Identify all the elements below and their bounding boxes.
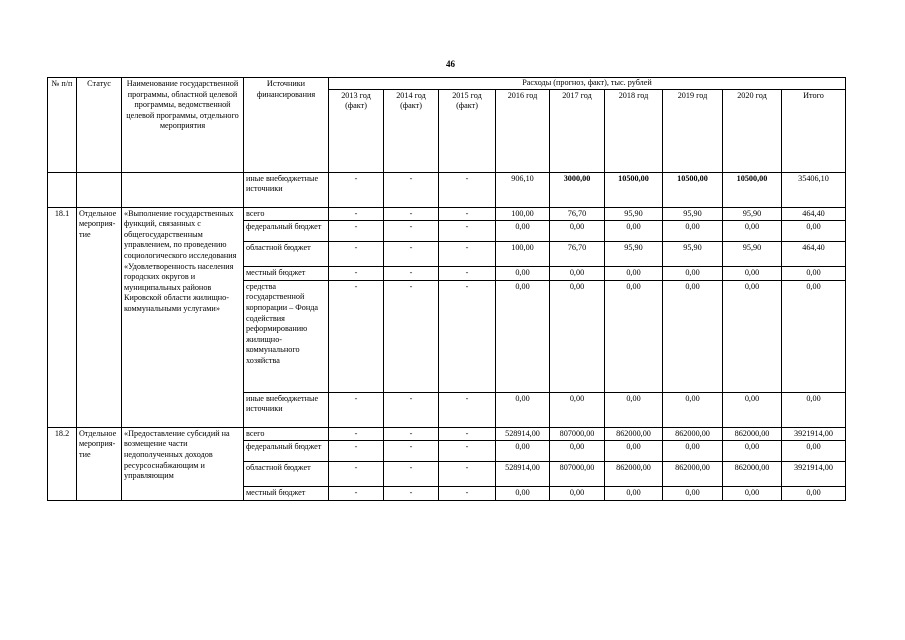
value-cell: 0,00 [723, 392, 782, 427]
value-cell: - [384, 427, 439, 441]
header-sources: Источники финансирования [244, 78, 329, 173]
header-year-2016: 2016 год [496, 89, 550, 172]
value-cell: 0,00 [605, 280, 663, 392]
source-cell: иные внебюджетные источники [244, 392, 329, 427]
value-cell: - [384, 392, 439, 427]
value-cell: 862000,00 [723, 427, 782, 441]
row-status: Отдельное мероприя-тие [77, 427, 122, 500]
value-cell: 0,00 [782, 487, 846, 501]
value-cell: 0,00 [550, 221, 605, 242]
value-cell: 0,00 [550, 392, 605, 427]
value-cell: 0,00 [782, 392, 846, 427]
value-cell: 0,00 [496, 487, 550, 501]
value-cell: - [384, 172, 439, 207]
value-cell: - [439, 487, 496, 501]
table-row [48, 427, 846, 441]
value-cell: - [439, 221, 496, 242]
value-cell: 0,00 [663, 487, 723, 501]
value-cell: 0,00 [496, 392, 550, 427]
value-cell: 862000,00 [723, 462, 782, 487]
value-cell: - [329, 280, 384, 392]
source-cell: всего [244, 427, 329, 441]
source-cell: иные внебюджетные источники [244, 172, 329, 207]
row-name: «Предоставление субсидий на возмещение части недополученных доходов ресурсоснабжающим и управляющим [122, 427, 244, 500]
value-cell: 0,00 [723, 487, 782, 501]
value-cell: 0,00 [496, 280, 550, 392]
source-cell: федеральный бюджет [244, 441, 329, 462]
value-cell: 906,10 [496, 172, 550, 207]
value-cell: 0,00 [663, 392, 723, 427]
header-year-2013: 2013 год (факт) [329, 89, 384, 172]
header-year-2017: 2017 год [550, 89, 605, 172]
header-year-2018: 2018 год [605, 89, 663, 172]
value-cell: 862000,00 [663, 462, 723, 487]
value-cell: 95,90 [605, 242, 663, 267]
value-cell: 862000,00 [605, 427, 663, 441]
value-cell: 10500,00 [605, 172, 663, 207]
value-cell: 0,00 [723, 441, 782, 462]
value-cell: 0,00 [605, 267, 663, 281]
header-expenses: Расходы (прогноз, факт), тыс. рублей [329, 78, 846, 90]
value-cell: 0,00 [782, 441, 846, 462]
value-cell: - [439, 172, 496, 207]
value-cell: - [439, 441, 496, 462]
value-cell: 95,90 [723, 242, 782, 267]
value-cell: - [384, 221, 439, 242]
value-cell: 0,00 [782, 221, 846, 242]
value-cell: 0,00 [663, 441, 723, 462]
source-cell: областной бюджет [244, 242, 329, 267]
value-cell: 95,90 [663, 242, 723, 267]
value-cell: - [329, 242, 384, 267]
value-cell: - [439, 427, 496, 441]
header-num: № п/п [48, 78, 77, 173]
table-row [48, 207, 846, 221]
value-cell: - [384, 280, 439, 392]
source-cell: местный бюджет [244, 267, 329, 281]
value-cell: 0,00 [496, 441, 550, 462]
value-cell: 464,40 [782, 242, 846, 267]
value-cell: - [384, 487, 439, 501]
value-cell: - [329, 487, 384, 501]
value-cell: 95,90 [723, 207, 782, 221]
value-cell: 3000,00 [550, 172, 605, 207]
value-cell: 0,00 [782, 267, 846, 281]
source-cell: местный бюджет [244, 487, 329, 501]
value-cell: 0,00 [723, 267, 782, 281]
value-cell: - [439, 267, 496, 281]
value-cell: - [329, 462, 384, 487]
value-cell: 0,00 [605, 221, 663, 242]
header-total: Итого [782, 89, 846, 172]
page-number: 46 [446, 59, 455, 69]
value-cell: 0,00 [782, 280, 846, 392]
table-row [48, 172, 846, 207]
empty-cell [77, 172, 122, 207]
source-cell: всего [244, 207, 329, 221]
row-status: Отдельное мероприя-тие [77, 207, 122, 427]
empty-cell [48, 172, 77, 207]
expenses-table [47, 77, 846, 501]
row-number: 18.2 [48, 427, 77, 500]
value-cell: 100,00 [496, 242, 550, 267]
header-name: Наименование государственной программы, областной целевой программы, ведомственной целевой программы, отдельного мероприятия [122, 78, 244, 173]
value-cell: - [439, 392, 496, 427]
value-cell: - [384, 267, 439, 281]
value-cell: 0,00 [663, 267, 723, 281]
value-cell: - [384, 207, 439, 221]
value-cell: - [439, 280, 496, 392]
value-cell: - [329, 441, 384, 462]
header-year-2015: 2015 год (факт) [439, 89, 496, 172]
value-cell: 0,00 [550, 267, 605, 281]
source-cell: средства государственной корпорации – Фонда содействия реформированию жилищно-коммунального хозяйства [244, 280, 329, 392]
value-cell: - [329, 267, 384, 281]
row-number: 18.1 [48, 207, 77, 427]
value-cell: - [329, 427, 384, 441]
value-cell: 862000,00 [663, 427, 723, 441]
value-cell: 464,40 [782, 207, 846, 221]
value-cell: 862000,00 [605, 462, 663, 487]
value-cell: 0,00 [723, 280, 782, 392]
value-cell: - [329, 207, 384, 221]
value-cell: - [329, 172, 384, 207]
row-name: «Выполнение государственных функций, связанных с общегосударственным управлением, по проведению социологического исследования «Удовлетворенность населения городских округов и муниципальных районов Кировской области жилищно-коммунальными услугами» [122, 207, 244, 427]
value-cell: - [439, 242, 496, 267]
value-cell: 35406,10 [782, 172, 846, 207]
value-cell: - [384, 462, 439, 487]
value-cell: 0,00 [605, 392, 663, 427]
value-cell: 95,90 [605, 207, 663, 221]
header-year-2020: 2020 год [723, 89, 782, 172]
value-cell: 0,00 [605, 441, 663, 462]
value-cell: 76,70 [550, 242, 605, 267]
value-cell: 807000,00 [550, 427, 605, 441]
value-cell: 3921914,00 [782, 427, 846, 441]
value-cell: 528914,00 [496, 462, 550, 487]
value-cell: - [439, 207, 496, 221]
value-cell: 3921914,00 [782, 462, 846, 487]
value-cell: 10500,00 [723, 172, 782, 207]
value-cell: - [384, 441, 439, 462]
empty-cell [122, 172, 244, 207]
value-cell: 95,90 [663, 207, 723, 221]
source-cell: федеральный бюджет [244, 221, 329, 242]
value-cell: 0,00 [550, 280, 605, 392]
value-cell: 0,00 [550, 441, 605, 462]
value-cell: 0,00 [663, 221, 723, 242]
value-cell: - [439, 462, 496, 487]
source-cell: областной бюджет [244, 462, 329, 487]
header-status: Статус [77, 78, 122, 173]
value-cell: 0,00 [550, 487, 605, 501]
value-cell: 0,00 [496, 267, 550, 281]
header-year-2014: 2014 год (факт) [384, 89, 439, 172]
value-cell: 0,00 [723, 221, 782, 242]
value-cell: - [329, 392, 384, 427]
header-year-2019: 2019 год [663, 89, 723, 172]
value-cell: 10500,00 [663, 172, 723, 207]
value-cell: - [384, 242, 439, 267]
value-cell: 807000,00 [550, 462, 605, 487]
value-cell: 100,00 [496, 207, 550, 221]
value-cell: 528914,00 [496, 427, 550, 441]
value-cell: 0,00 [605, 487, 663, 501]
value-cell: - [329, 221, 384, 242]
value-cell: 0,00 [496, 221, 550, 242]
value-cell: 0,00 [663, 280, 723, 392]
value-cell: 76,70 [550, 207, 605, 221]
